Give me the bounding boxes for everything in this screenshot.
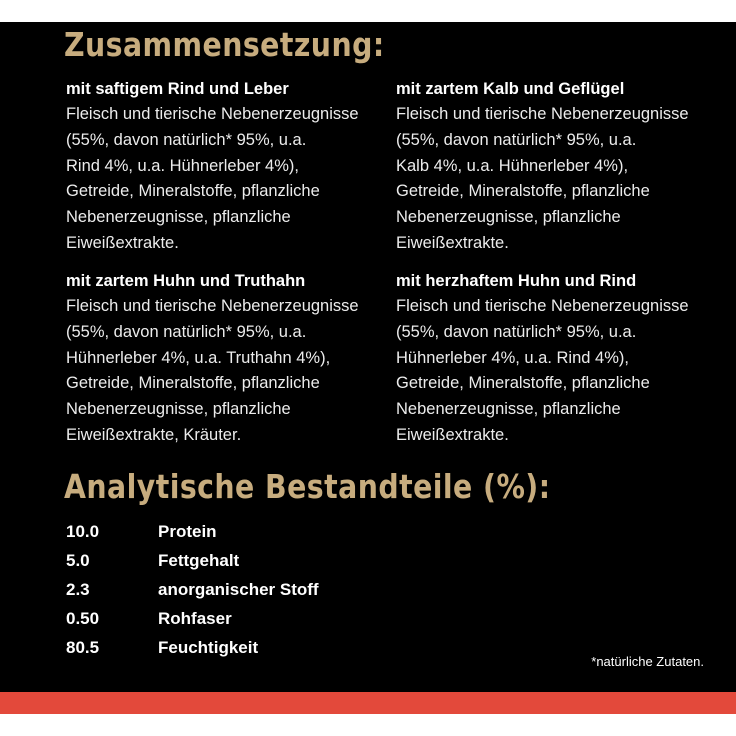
footnote: *natürliche Zutaten. bbox=[591, 654, 704, 669]
composition-heading: Zusammensetzung: bbox=[64, 25, 385, 64]
analysis-name: Feuchtigkeit bbox=[158, 638, 259, 657]
block-line: Hühnerleber 4%, u.a. Rind 4%), bbox=[396, 348, 629, 367]
block-line: Getreide, Mineralstoffe, pflanzliche bbox=[396, 374, 650, 393]
block-line: Fleisch und tierische Nebenerzeugnisse bbox=[396, 105, 689, 123]
analysis-value: 2.3 bbox=[66, 580, 90, 599]
analysis-row bbox=[66, 575, 319, 604]
composition-block-huhn-truthahn bbox=[66, 268, 396, 449]
block-line: Fleisch und tierische Nebenerzeugnisse bbox=[66, 105, 359, 123]
block-line: Nebenerzeugnisse, pflanzliche bbox=[66, 208, 291, 227]
analysis-name: Protein bbox=[158, 522, 217, 541]
brand-stripe bbox=[0, 692, 736, 714]
block-line: Fleisch und tierische Nebenerzeugnisse bbox=[66, 297, 359, 315]
block-line: Nebenerzeugnisse, pflanzliche bbox=[66, 400, 291, 419]
block-title: mit zartem Huhn und Truthahn bbox=[66, 272, 306, 290]
block-line: Hühnerleber 4%, u.a. Truthahn 4%), bbox=[66, 348, 331, 367]
analysis-heading: Analytische Bestandteile (%): bbox=[64, 467, 551, 506]
analysis-row bbox=[66, 517, 319, 546]
block-line: Fleisch und tierische Nebenerzeugnisse bbox=[396, 297, 689, 315]
analysis-value: 0.50 bbox=[66, 609, 100, 628]
block-line: Getreide, Mineralstoffe, pflanzliche bbox=[66, 374, 320, 393]
analysis-row bbox=[66, 633, 319, 662]
block-title: mit zartem Kalb und Geflügel bbox=[396, 80, 625, 98]
ingredients-panel bbox=[0, 22, 736, 692]
block-line: Nebenerzeugnisse, pflanzliche bbox=[396, 400, 621, 419]
block-line: (55%, davon natürlich* 95%, u.a. bbox=[66, 322, 307, 341]
analysis-table bbox=[66, 517, 319, 662]
block-line: Eiweißextrakte, Kräuter. bbox=[66, 425, 242, 444]
analysis-row bbox=[66, 604, 319, 633]
block-line: Getreide, Mineralstoffe, pflanzliche bbox=[396, 182, 650, 201]
block-line: Eiweißextrakte. bbox=[66, 233, 179, 252]
block-line: Eiweißextrakte. bbox=[396, 233, 509, 252]
block-line: Getreide, Mineralstoffe, pflanzliche bbox=[66, 182, 320, 201]
block-line: (55%, davon natürlich* 95%, u.a. bbox=[66, 130, 307, 149]
block-line: Nebenerzeugnisse, pflanzliche bbox=[396, 208, 621, 227]
composition-block-kalb-gefluegel bbox=[396, 76, 726, 257]
analysis-row bbox=[66, 546, 319, 575]
block-line: (55%, davon natürlich* 95%, u.a. bbox=[396, 322, 637, 341]
composition-block-rind-leber bbox=[66, 76, 396, 257]
analysis-name: Fettgehalt bbox=[158, 551, 240, 570]
block-title: mit saftigem Rind und Leber bbox=[66, 80, 289, 98]
analysis-value: 80.5 bbox=[66, 638, 100, 657]
block-line: Rind 4%, u.a. Hühnerleber 4%), bbox=[66, 156, 299, 175]
block-line: Kalb 4%, u.a. Hühnerleber 4%), bbox=[396, 156, 629, 175]
analysis-name: anorganischer Stoff bbox=[158, 580, 319, 599]
block-title: mit herzhaftem Huhn und Rind bbox=[396, 272, 637, 290]
composition-block-huhn-rind bbox=[396, 268, 726, 449]
block-line: Eiweißextrakte. bbox=[396, 425, 509, 444]
analysis-value: 5.0 bbox=[66, 551, 90, 570]
analysis-name: Rohfaser bbox=[158, 609, 232, 628]
block-line: (55%, davon natürlich* 95%, u.a. bbox=[396, 130, 637, 149]
analysis-value: 10.0 bbox=[66, 522, 100, 541]
